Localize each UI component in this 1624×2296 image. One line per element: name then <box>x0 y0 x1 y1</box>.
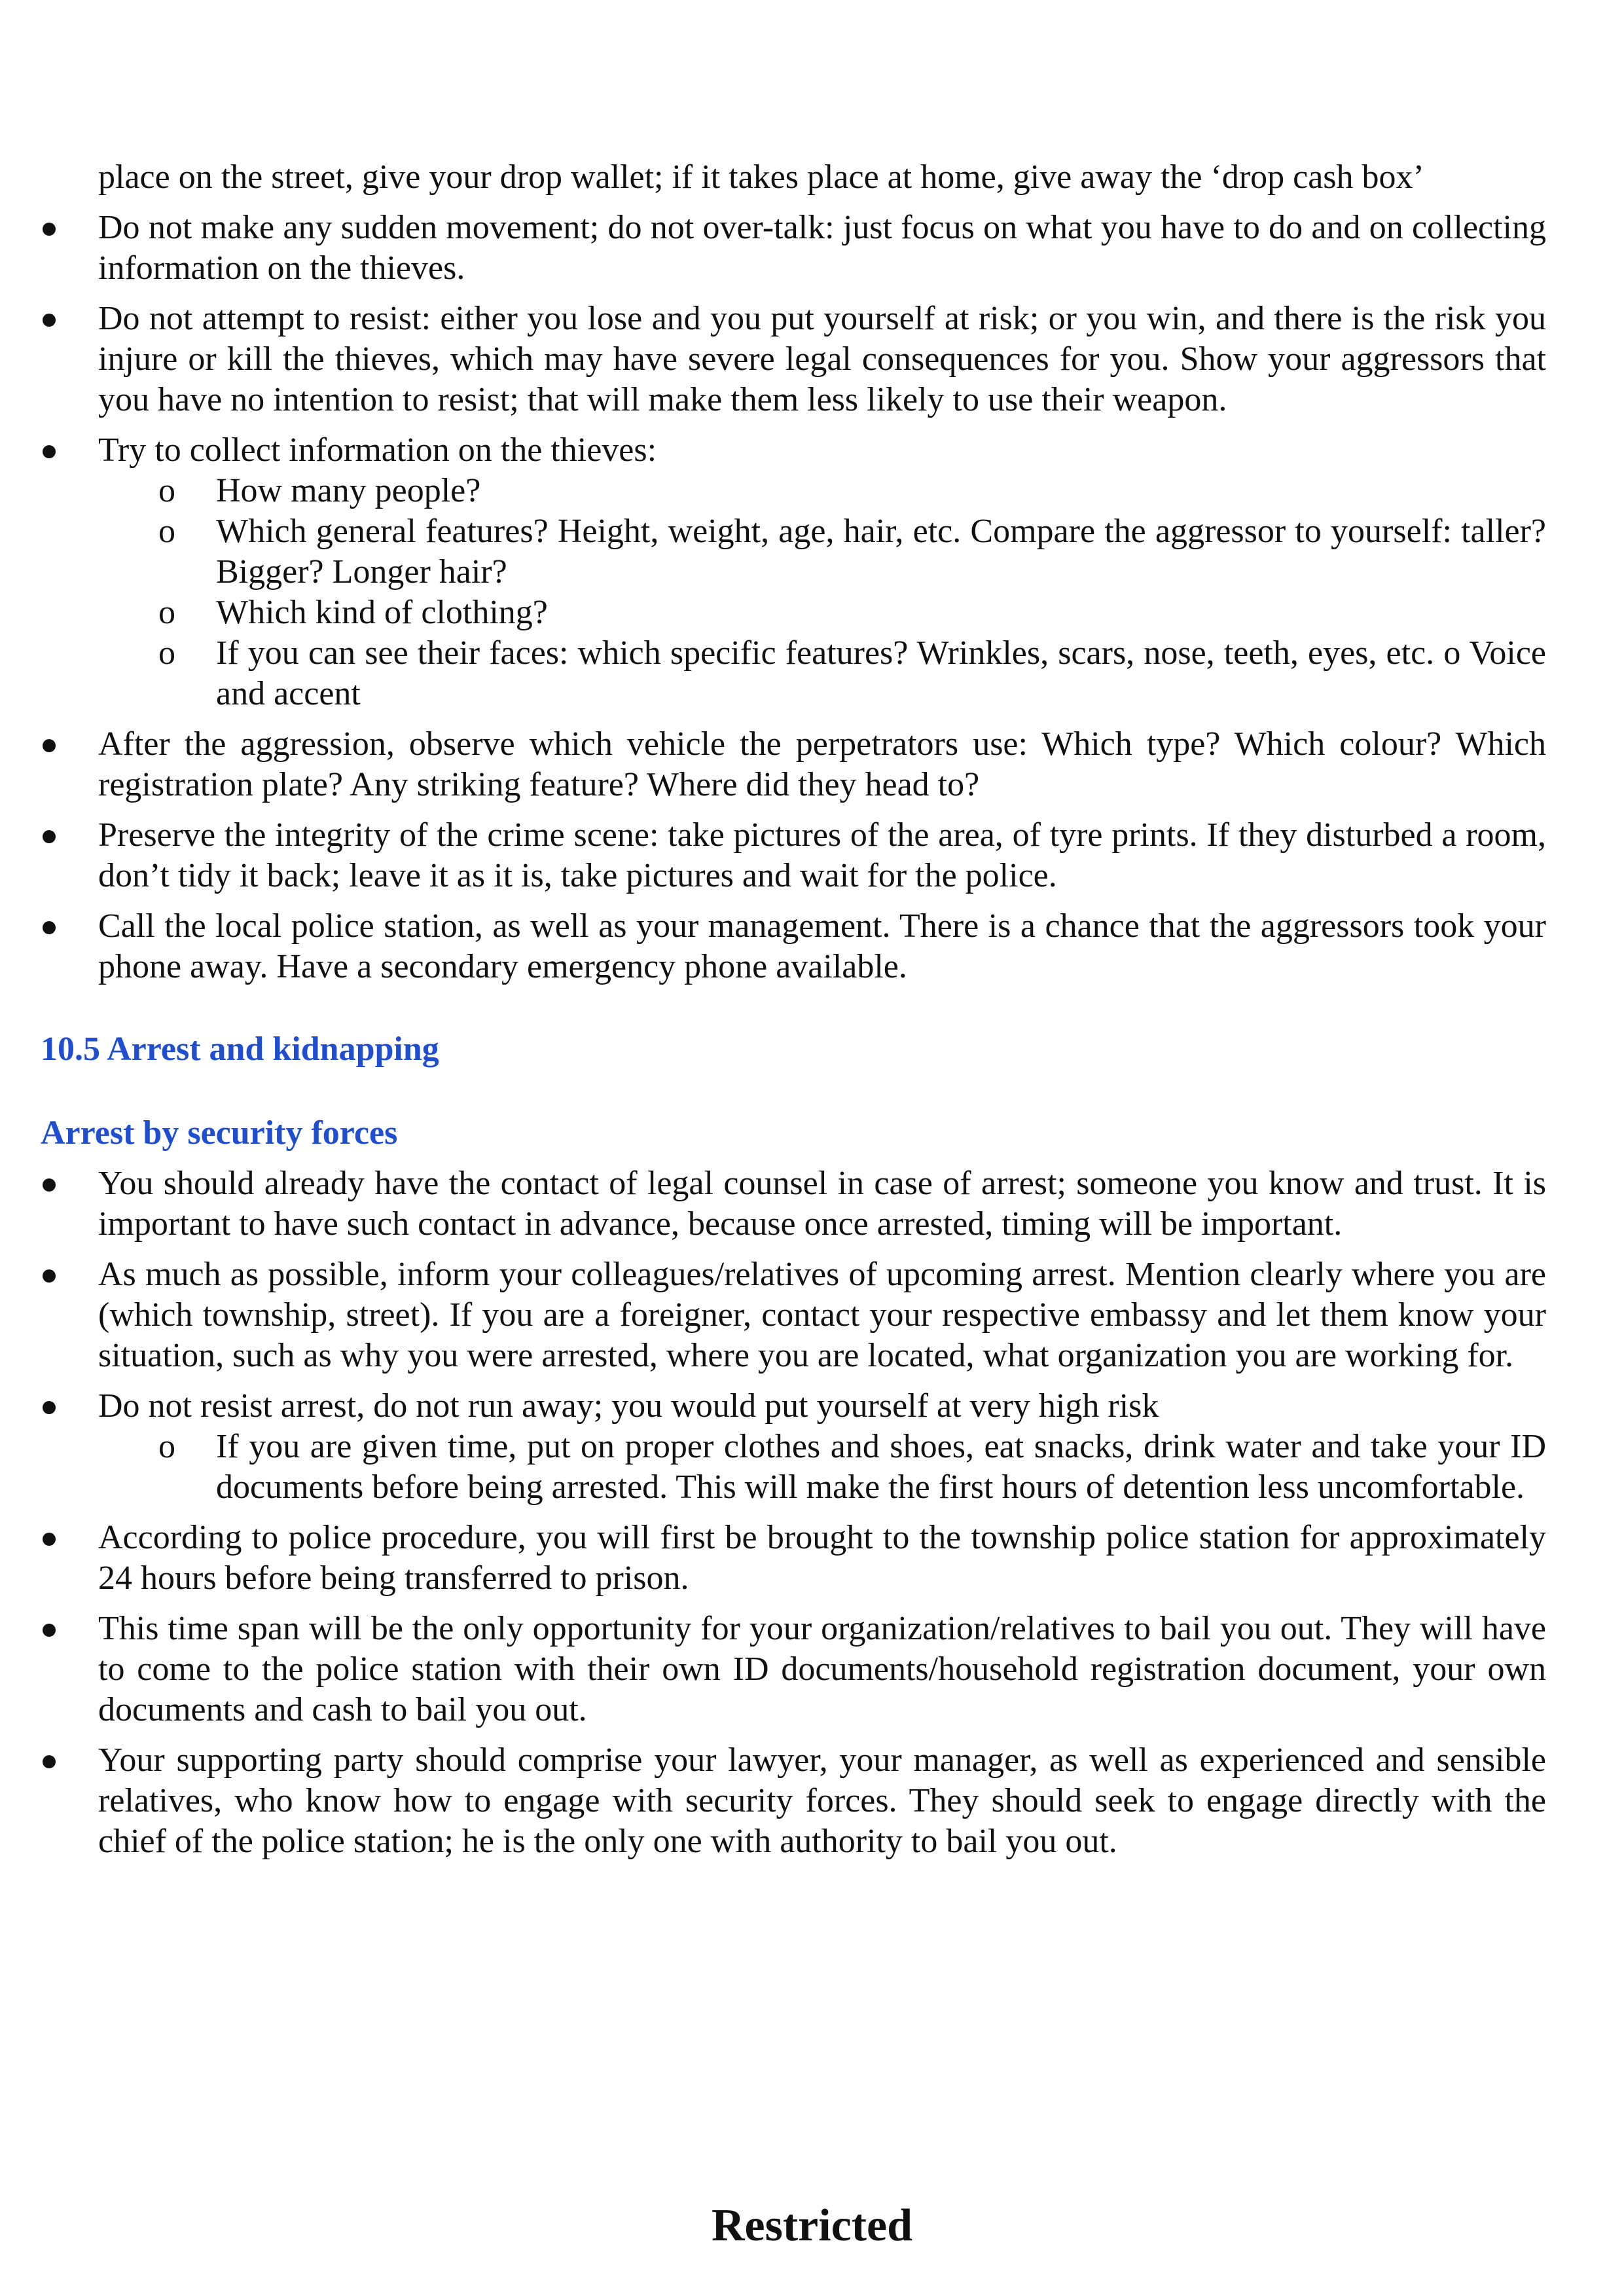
sub-list-item-text: Which general features? Height, weight, age, hair, etc. Compare the aggressor to yourself: taller? Bigger? Longer hair? <box>216 513 1546 591</box>
sub-list-item-text: How many people? <box>216 472 481 509</box>
sub-bullet-marker: o <box>158 472 175 509</box>
list-item-text: Do not attempt to resist: either you lose and you put yourself at risk; or you win, and there is the risk you injure or kill the thieves, which may have severe legal consequences for you. Show your aggressors that you have no intention to resist; that will make them less likely to use their weapon. <box>98 300 1546 418</box>
list-item-text: Try to collect information on the thieves: <box>98 431 657 469</box>
classification-footer: Restricted <box>711 2200 913 2251</box>
bullet-icon <box>43 830 56 843</box>
sub-list-item <box>98 592 1546 633</box>
section-heading: 10.5 Arrest and kidnapping <box>41 1030 439 1068</box>
list-item <box>41 1609 1546 1730</box>
sub-list-item <box>98 511 1546 592</box>
list-item-text: Preserve the integrity of the crime scene: take pictures of the area, of tyre prints. If they disturbed a room, don’t tidy it back; leave it as it is, take pictures and wait for the police. <box>98 816 1546 894</box>
arrest-bullet-list <box>41 1163 1546 1862</box>
sub-list-item-text: If you are given time, put on proper clothes and shoes, eat snacks, drink water and take your ID documents before being arrested. This will make the first hours of detention less uncomfortable. <box>216 1428 1546 1506</box>
list-item-text: Call the local police station, as well as your management. There is a chance that the aggressors took your phone away. Have a secondary emergency phone available. <box>98 907 1546 985</box>
bullet-icon <box>43 1178 56 1192</box>
sub-bullet-marker: o <box>158 634 175 672</box>
intro-continuation: place on the street, give your drop wallet; if it takes place at home, give away the ‘drop cash box’ <box>98 158 1424 196</box>
bullet-icon <box>43 1755 56 1768</box>
list-item-text: As much as possible, inform your colleagues/relatives of upcoming arrest. Mention clearly where you are (which township, street). If you are a foreigner, contact your respective embassy and let them know your situation, such as why you were arrested, where you are located, what organization you are working for. <box>98 1256 1546 1374</box>
list-item-text: According to police procedure, you will first be brought to the township police station for approximately 24 hours before being transferred to prison. <box>98 1519 1546 1597</box>
bullet-icon <box>43 1533 56 1546</box>
sub-list-item-text: Which kind of clothing? <box>216 594 548 631</box>
subsection-heading: Arrest by security forces <box>41 1114 398 1152</box>
list-item <box>41 906 1546 987</box>
list-item-text: This time span will be the only opportunity for your organization/relatives to bail you out. They will have to come to the police station with their own ID documents/household registration document, your own documents and cash to bail you out. <box>98 1610 1546 1728</box>
bullet-icon <box>43 445 56 458</box>
robbery-bullet-list <box>41 208 1546 987</box>
sub-list <box>98 1427 1546 1508</box>
list-item <box>41 208 1546 289</box>
list-item-text: Do not resist arrest, do not run away; you would put yourself at very high risk <box>98 1387 1159 1425</box>
bullet-icon <box>43 223 56 236</box>
list-item-text: Your supporting party should comprise your lawyer, your manager, as well as experienced and sensible relatives, who know how to engage with security forces. They should seek to engage directly with the chief of the police station; he is the only one with authority to bail you out. <box>98 1741 1546 1860</box>
list-item-text: After the aggression, observe which vehicle the perpetrators use: Which type? Which colour? Which registration plate? Any striking feature? Where did they head to? <box>98 725 1546 803</box>
list-item <box>41 1254 1546 1376</box>
page-content <box>41 157 1546 1862</box>
list-item <box>41 1386 1546 1508</box>
list-item <box>41 1518 1546 1599</box>
list-item <box>41 724 1546 805</box>
sub-bullet-marker: o <box>158 513 175 550</box>
bullet-icon <box>43 1401 56 1414</box>
list-item <box>41 1740 1546 1862</box>
bullet-icon <box>43 314 56 327</box>
list-item <box>41 815 1546 896</box>
list-item-text: You should already have the contact of legal counsel in case of arrest; someone you know and trust. It is important to have such contact in advance, because once arrested, timing will be important. <box>98 1165 1546 1243</box>
sub-list-item <box>98 1427 1546 1508</box>
bullet-icon <box>43 921 56 934</box>
sub-list <box>98 471 1546 714</box>
list-item <box>41 430 1546 714</box>
sub-list-item-text: If you can see their faces: which specific features? Wrinkles, scars, nose, teeth, eyes, etc. o Voice and accent <box>216 634 1546 712</box>
list-item <box>41 299 1546 420</box>
sub-bullet-marker: o <box>158 1428 175 1465</box>
sub-bullet-marker: o <box>158 594 175 631</box>
bullet-icon <box>43 1269 56 1283</box>
bullet-icon <box>43 1624 56 1637</box>
sub-list-item <box>98 471 1546 511</box>
bullet-icon <box>43 739 56 752</box>
sub-list-item <box>98 633 1546 714</box>
list-item <box>41 1163 1546 1245</box>
list-item-text: Do not make any sudden movement; do not over-talk: just focus on what you have to do and on collecting information on the thieves. <box>98 209 1546 287</box>
